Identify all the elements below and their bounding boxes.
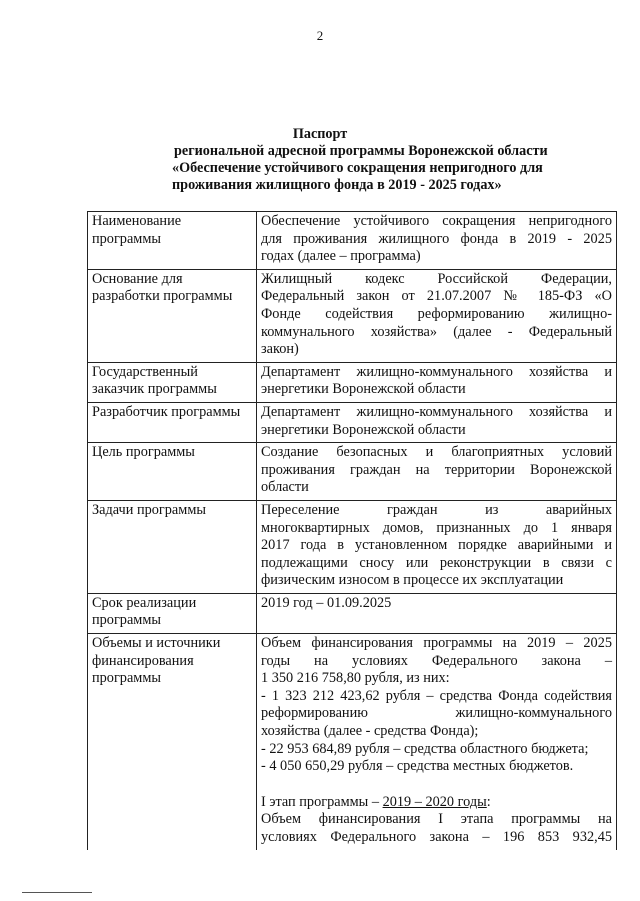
table-row (88, 362, 617, 402)
value-line: Департамент жилищно-коммунального хозяйства и (261, 403, 612, 420)
stage-period: 2019 – 2020 годы (382, 793, 487, 810)
value-line: проживания граждан на территории Воронежской (261, 461, 612, 478)
row-value (257, 402, 617, 442)
value-line: - 1 323 212 423,62 рубля – средства Фонда содействия (261, 687, 612, 704)
value-line: годах (далее – программа) (261, 248, 421, 265)
value-line: Переселение граждан из аварийных (261, 501, 612, 518)
row-value (257, 362, 617, 402)
row-value (257, 212, 617, 270)
value-line: условиях Федерального закона – 196 853 932,45 (261, 829, 612, 845)
table-row (88, 269, 617, 362)
stage-prefix: I этап программы – (261, 793, 383, 810)
value-line: - 4 050 650,29 рубля – средства местных бюджетов. (261, 758, 574, 775)
row-label: Объемы и источники финансирования программы (88, 634, 257, 850)
row-value (257, 593, 617, 633)
row-label: Цель программы (88, 443, 257, 501)
table-row (88, 212, 617, 270)
value-line: области (261, 479, 309, 496)
value-line: Обеспечение устойчивого сокращения непригодного (261, 213, 612, 229)
value-line: Фонде содействия реформированию жилищно- (261, 305, 612, 322)
table-row (88, 402, 617, 442)
value-line: Создание безопасных и благоприятных условий (261, 444, 612, 461)
value-line: Федеральный закон от 21.07.2007 № 185-ФЗ «О (261, 288, 612, 305)
title-line-1: Паспорт (292, 126, 348, 142)
title-line-3: «Обеспечение устойчивого сокращения непригодного для (172, 160, 543, 176)
value-line: коммунального хозяйства» (далее - Федеральный (261, 323, 612, 340)
stage-heading (261, 794, 612, 812)
spacer (261, 776, 612, 794)
value-line: 2019 год – 01.09.2025 (261, 594, 392, 611)
value-line: 2017 года в установленном порядке аварийными и (261, 537, 612, 554)
row-value (257, 634, 617, 850)
value-line: хозяйства (далее - средства Фонда); (261, 723, 479, 740)
value-line: для проживания жилищного фонда в 2019 - 2025 (261, 230, 612, 247)
value-line: - 22 953 684,89 рубля – средства областного бюджета; (261, 740, 589, 757)
row-label: Наименование программы (88, 212, 257, 270)
footer-rule (22, 892, 92, 893)
document-title (0, 126, 640, 194)
title-line-2: региональной адресной программы Воронежской области (174, 143, 548, 159)
value-line: закон) (261, 341, 299, 358)
value-line: физическим износом в процессе их эксплуатации (261, 572, 564, 589)
value-line: многоквартирных домов, признанных до 1 января (261, 519, 612, 536)
passport-table (87, 211, 617, 850)
stage-suffix: : (486, 793, 491, 810)
value-line: годы на условиях Федерального закона – (261, 652, 612, 669)
value-line: Объем финансирования программы на 2019 – 2025 (261, 635, 612, 652)
value-line: Департамент жилищно-коммунального хозяйства и (261, 363, 612, 380)
value-line: Объем финансирования I этапа программы на (261, 811, 612, 828)
table-row (88, 500, 617, 593)
table-row (88, 443, 617, 501)
value-line: энергетики Воронежской области (261, 381, 466, 398)
row-value (257, 500, 617, 593)
table-row-funding (88, 634, 617, 850)
value-line: энергетики Воронежской области (261, 421, 466, 438)
page-number: 2 (316, 28, 324, 43)
row-label: Задачи программы (88, 500, 257, 593)
value-line: 1 350 216 758,80 рубля, из них: (261, 670, 450, 687)
value-line: реформированию жилищно-коммунального (261, 705, 612, 722)
row-value (257, 443, 617, 501)
title-line-4: проживания жилищного фонда в 2019 - 2025 годах» (172, 177, 502, 193)
row-label: Срок реализации программы (88, 593, 257, 633)
row-value (257, 269, 617, 362)
value-line: подлежащими сносу или реконструкции в связи с (261, 554, 612, 571)
row-label: Государственный заказчик программы (88, 362, 257, 402)
row-label: Основание для разработки программы (88, 269, 257, 362)
value-line: Жилищный кодекс Российской Федерации, (261, 270, 612, 287)
row-label: Разработчик программы (88, 402, 257, 442)
table-row (88, 593, 617, 633)
